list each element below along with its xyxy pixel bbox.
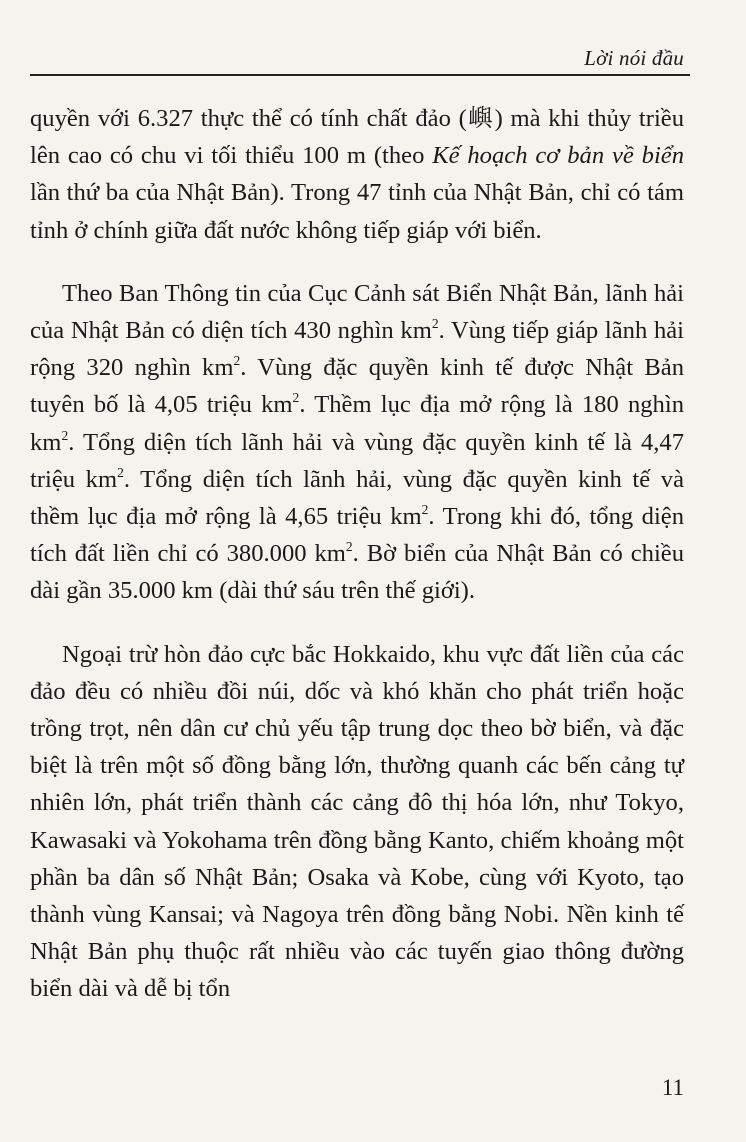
paragraph-sea-area <box>30 275 684 610</box>
body-text <box>30 100 684 1008</box>
superscript: 2 <box>345 539 353 555</box>
paragraph-text: . Thềm lục địa mở rộng là 180 nghìn km <box>30 391 684 456</box>
paragraph-text: . Tổng diện tích lãnh hải, vùng đặc quyền kinh tế và thềm lục địa mở rộng là 4,65 triệu km <box>30 465 684 531</box>
paragraph-continued <box>30 100 684 249</box>
paragraph-text: lần thứ ba của Nhật Bản). Trong 47 tỉnh của Nhật Bản, chỉ có tám tỉnh ở chính giữa đất nước không tiếp giáp với biển. <box>30 179 684 244</box>
paragraph-text: quyền với 6.327 thực thể có tính chất đảo (嶼) mà khi thủy triều lên cao có chu vi tối thiểu 100 m (theo <box>30 105 684 170</box>
paragraph-population: Ngoại trừ hòn đảo cực bắc Hokkaido, khu vực đất liền của các đảo đều có nhiều đồi núi, dốc và khó khăn cho phát triển hoặc trồng trọt, nên dân cư chủ yếu tập trung dọc theo bờ biển, và đặc biệt là trên một số đồng bằng lớn, thường quanh các bến cảng tự nhiên lớn, phát triển thành các cảng đô thị hóa lớn, như Tokyo, Kawasaki và Yokohama trên đồng bằng Kanto, chiếm khoảng một phần ba dân số Nhật Bản; Osaka và Kobe, cùng với Kyoto, tạo thành vùng Kansai; và Nagoya trên đồng bằng Nobi. Nền kinh tế Nhật Bản phụ thuộc rất nhiều vào các tuyến giao thông đường biển dài và dễ bị tổn <box>30 640 684 1003</box>
paragraph-text: . Tổng diện tích lãnh hải và vùng đặc quyền kinh tế là 4,47 triệu km <box>30 428 684 493</box>
paragraph-text: . Trong khi đó, tổng diện tích đất liền chỉ có 380.000 km <box>30 503 684 568</box>
paragraph-text: . Vùng tiếp giáp lãnh hải rộng 320 nghìn km <box>30 317 684 382</box>
superscript: 2 <box>292 390 300 406</box>
paragraph-text: . Bờ biển của Nhật Bản có chiều dài gần 35.000 km (dài thứ sáu trên thế giới). <box>30 540 684 605</box>
superscript: 2 <box>61 427 69 443</box>
superscript: 2 <box>421 501 429 517</box>
header-rule <box>30 74 690 76</box>
italic-title: Kế hoạch cơ bản về biển <box>432 142 684 170</box>
running-head-title: Lời nói đầu <box>584 46 684 70</box>
paragraph-text: . Vùng đặc quyền kinh tế được Nhật Bản tuyên bố là 4,05 triệu km <box>30 354 684 419</box>
superscript: 2 <box>233 353 241 369</box>
page-number: 11 <box>661 1075 684 1100</box>
superscript: 2 <box>117 464 124 480</box>
paragraph-text: Theo Ban Thông tin của Cục Cảnh sát Biển Nhật Bản, lãnh hải của Nhật Bản có diện tích 430 nghìn km <box>30 279 684 345</box>
superscript: 2 <box>431 315 439 331</box>
